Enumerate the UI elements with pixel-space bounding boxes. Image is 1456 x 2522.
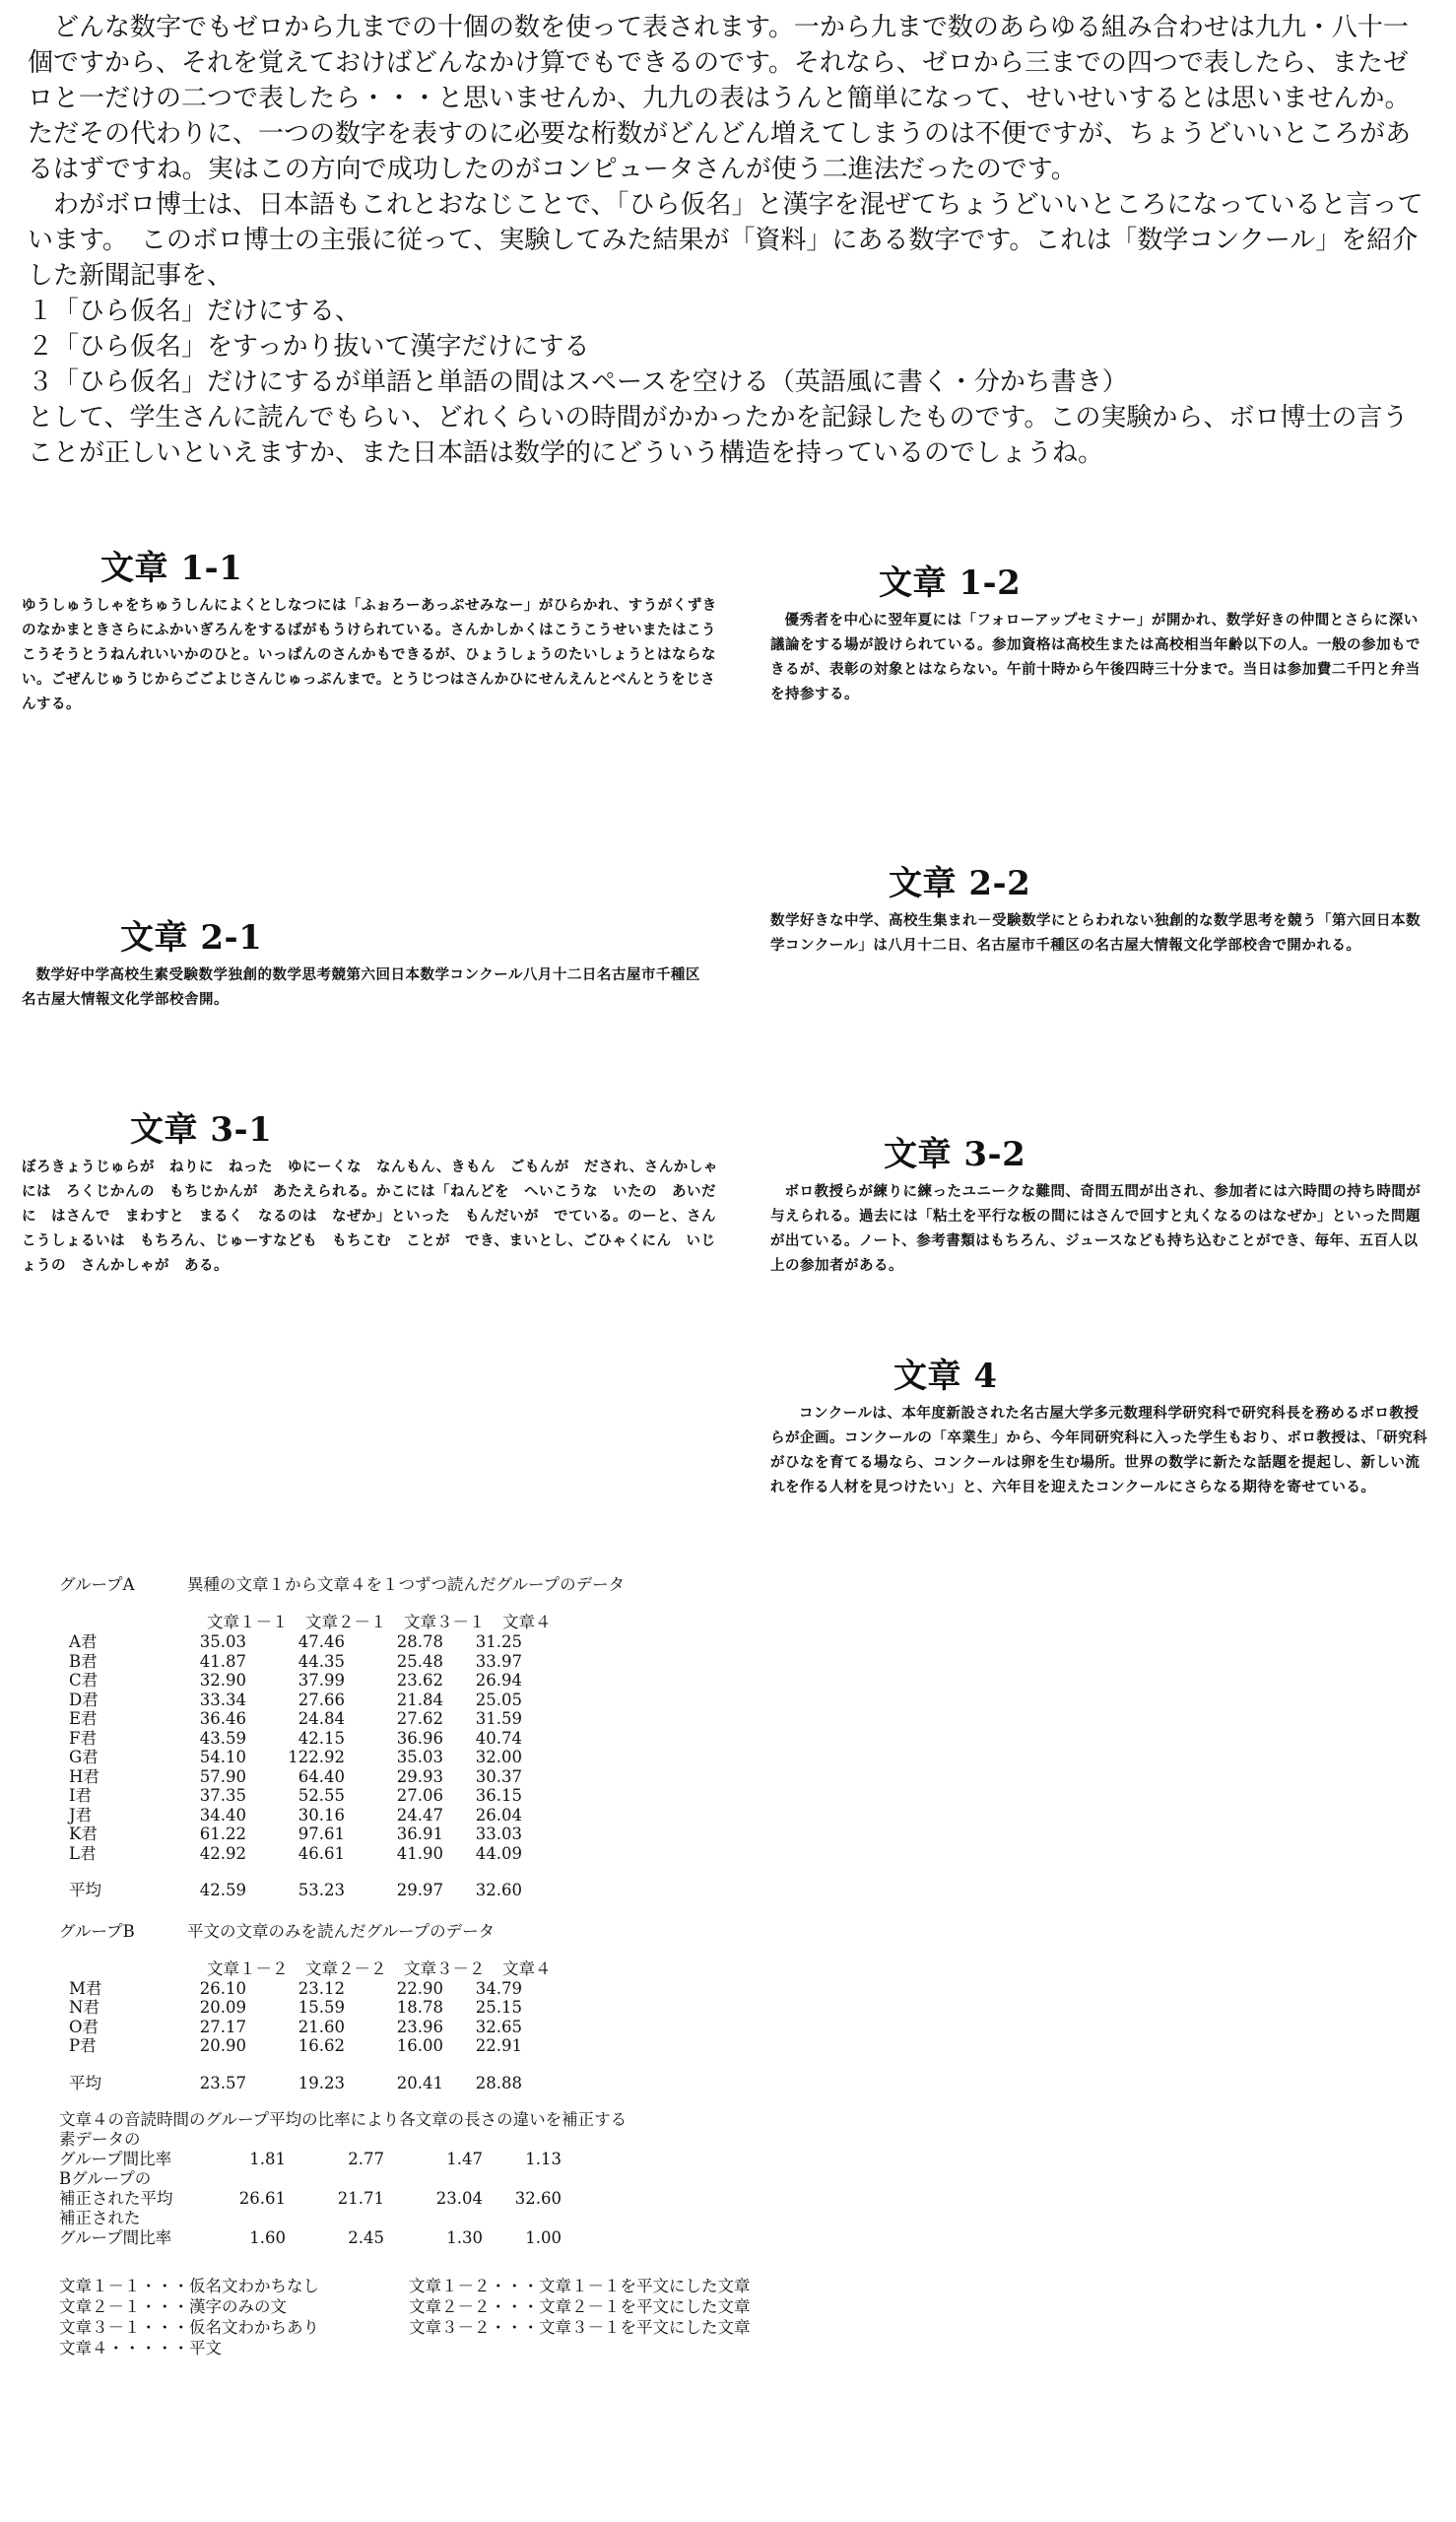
group-a-row-name: H君 (69, 1766, 99, 1786)
group-a-cell: 24.84 (298, 1709, 345, 1728)
text-1-2 (770, 562, 1430, 707)
group-a-label: グループA (59, 1575, 135, 1594)
adjustment-section (59, 2110, 847, 2248)
group-a-cell: 36.96 (396, 1728, 443, 1748)
legend-item: 文章１－１・・・仮名文わかちなし (59, 2277, 319, 2295)
group-b-cell: 27.17 (199, 2017, 246, 2036)
group-a-cell: 29.93 (396, 1766, 443, 1786)
intro-text (28, 10, 1426, 471)
text-2-1 (22, 916, 701, 1013)
legend (59, 2276, 847, 2358)
group-b-average-cell: 20.41 (396, 2073, 443, 2092)
legend-item: 文章４・・・・・平文 (59, 2339, 222, 2357)
legend-item: 文章３－２・・・文章３－１を平文にした文章 (409, 2318, 751, 2337)
group-a-table (59, 1632, 847, 1863)
adjust-value: 26.61 (238, 2189, 286, 2208)
group-a-cell: 57.90 (199, 1766, 246, 1786)
adjust-value: 1.47 (446, 2150, 483, 2168)
text-2-1-body: 数学好中学高校生素受験数学独創的数学思考競第六回日本数学コンクール八月十二日名古屋市千種区名古屋大情報文化学部校舎開。 (22, 967, 700, 1008)
adjust-row-2 (59, 2189, 847, 2209)
text-3-1-body: ぼろきょうじゅらが ねりに ねった ゆにーくな なんもん、きもん ごもんが だされ、さんかしゃには ろくじかんの もちじかんが あたえられる。かこには「ねんどを へいこうな いたの あいだに はさんで まわすと まるく なるのは なぜか」といった もんだいが でている。のーと、さんこうしょるいは もちろん、じゅーすなども もちこむ ことが でき、まいとし、ごひゃくにん いじょうの さんかしゃが ある。 (22, 1160, 718, 1274)
adjust-value: 1.00 (525, 2228, 562, 2247)
group-a-cell: 35.03 (396, 1748, 443, 1766)
group-a-cell: 52.55 (298, 1786, 345, 1805)
group-a-row-name: G君 (69, 1748, 99, 1766)
group-b-cell: 26.10 (199, 1978, 246, 1998)
group-a-cell: 33.34 (199, 1690, 246, 1709)
group-a-cell: 64.40 (298, 1766, 345, 1786)
group-b-average (59, 2074, 847, 2093)
adjust-row-1 (59, 2150, 847, 2169)
legend-item: 文章１－２・・・文章１－１を平文にした文章 (409, 2277, 751, 2295)
intro-list-item-1: １「ひら仮名」だけにする、 (28, 297, 362, 326)
group-a-row-name: B君 (69, 1651, 98, 1671)
text-4-body: コンクールは、本年度新設された名古屋大学多元数理科学研究科で研究科長を務めるボロ教授らが企画。コンクールの「卒業生」から、今年同研究科に入った学生もおり、ボロ教授は、「研究科がひなを育てる場なら、コンクールは卵を生む場所。世界の数学に新たな話題を提起し、新しい流れを作る人材を見つけたい」と、六年目を迎えたコンクールにさらなる期待を寄せている。 (770, 1406, 1428, 1495)
group-b-description: 平文の文章のみを読んだグループのデータ (187, 1921, 496, 1941)
adjust-value: 1.60 (249, 2228, 286, 2247)
adjust-value: 1.13 (525, 2150, 562, 2168)
group-a-cell: 47.46 (298, 1632, 345, 1651)
group-a-row-name: L君 (69, 1843, 97, 1863)
text-2-2-body: 数学好きな中学、高校生集まれ－受験数学にとらわれない独創的な数学思考を競う「第六回日本数学コンクール」は八月十二日、名古屋市千種区の名古屋大情報文化学部校舎で開かれる。 (770, 913, 1421, 954)
group-b-average-cell: 19.23 (298, 2073, 345, 2092)
group-a-cell: 21.84 (396, 1690, 443, 1709)
group-a-header: 文章１－１ (207, 1613, 289, 1631)
text-1-2-title: 文章 1-2 (879, 564, 1022, 603)
group-a-header: 文章３－１ (404, 1613, 486, 1631)
group-b-label: グループB (59, 1921, 135, 1941)
text-3-2 (770, 1133, 1430, 1279)
adjust-value: 23.04 (435, 2189, 483, 2208)
adjust-value: 2.77 (348, 2150, 384, 2168)
adjust-value: 21.71 (337, 2189, 384, 2208)
group-a-cell: 25.05 (475, 1690, 522, 1709)
group-a-cell: 31.59 (475, 1709, 522, 1728)
group-a-row-name: D君 (69, 1690, 99, 1709)
group-a-cell: 30.16 (298, 1805, 345, 1825)
group-a-cell: 37.99 (298, 1671, 345, 1690)
adjust-row-3-label-b: グループ間比率 (59, 2228, 172, 2247)
group-a-cell: 44.35 (298, 1651, 345, 1671)
group-b-cell: 16.62 (298, 2036, 345, 2055)
group-b-average-cell: 23.57 (199, 2073, 246, 2092)
group-b-header: 文章４ (502, 1958, 552, 1978)
group-a-cell: 33.97 (475, 1651, 522, 1671)
group-b-cell: 25.15 (475, 1998, 522, 2017)
group-a-cell: 35.03 (199, 1632, 246, 1651)
group-b-header-row (59, 1959, 847, 1979)
text-3-1 (22, 1108, 721, 1279)
adjust-value: 1.30 (446, 2228, 483, 2247)
group-a-average (59, 1881, 847, 1900)
adjust-row-3 (59, 2228, 847, 2248)
group-a-cell: 27.66 (298, 1690, 345, 1709)
group-b-cell: 21.60 (298, 2017, 345, 2036)
group-a-cell: 41.87 (199, 1651, 246, 1671)
group-b-cell: 18.78 (396, 1998, 443, 2017)
group-a-header: 文章４ (502, 1613, 552, 1631)
adjust-value: 32.60 (514, 2189, 562, 2208)
group-a-average-cell: 53.23 (298, 1881, 345, 1899)
legend-item: 文章３－１・・・仮名文わかちあり (59, 2318, 319, 2337)
group-a-cell: 43.59 (199, 1728, 246, 1748)
group-b-average-row-name: 平均 (69, 2073, 101, 2092)
intro-list-item-2: ２「ひら仮名」をすっかり抜いて漢字だけにする (28, 332, 590, 362)
group-b-row-name: M君 (69, 1978, 102, 1998)
group-a-cell: 54.10 (199, 1748, 246, 1766)
group-a-cell: 30.37 (475, 1766, 522, 1786)
group-b-header: 文章１－２ (207, 1958, 289, 1978)
group-a-cell: 33.03 (475, 1825, 522, 1843)
group-b-cell: 23.96 (396, 2017, 443, 2036)
group-a-cell: 28.78 (396, 1632, 443, 1651)
text-3-2-body: ボロ教授らが練りに練ったユニークな難問、奇問五問が出され、参加者には六時間の持ち時間が与えられる。過去には「粘土を平行な板の間にはさんで回すと丸くなるのはなぜか」といった問題が出ている。ノート、参考書類はもちろん、ジュースなども持ち込むことができ、毎年、五百人以上の参加者がある。 (770, 1184, 1422, 1274)
group-a-cell: 32.00 (475, 1748, 522, 1766)
adjust-value: 2.45 (348, 2228, 384, 2247)
group-b-cell: 20.90 (199, 2036, 246, 2055)
group-b-cell: 32.65 (475, 2017, 522, 2036)
group-b-row-name: O君 (69, 2017, 99, 2036)
group-a-cell: 122.92 (288, 1748, 345, 1766)
text-4 (770, 1355, 1430, 1500)
adjust-row-3-label-a: 補正された (59, 2209, 141, 2227)
group-a-cell: 27.62 (396, 1709, 443, 1728)
group-a-cell: 31.25 (475, 1632, 522, 1651)
group-a-cell: 27.06 (396, 1786, 443, 1805)
text-3-1-title: 文章 3-1 (130, 1110, 273, 1150)
group-b-cell: 23.12 (298, 1978, 345, 1998)
group-a-cell: 42.92 (199, 1843, 246, 1863)
group-b-header: 文章２－２ (305, 1958, 387, 1978)
group-a-header: 文章２－１ (305, 1613, 387, 1631)
group-a-row-name: C君 (69, 1671, 99, 1690)
group-a-row-name: A君 (69, 1632, 98, 1651)
group-b-cell: 15.59 (298, 1998, 345, 2017)
group-b-header: 文章３－２ (404, 1958, 486, 1978)
adjust-row-2-label-a: Bグループの (59, 2169, 152, 2188)
group-a-cell: 42.15 (298, 1728, 345, 1748)
group-b-heading (59, 1918, 847, 1942)
group-a-header-row (59, 1613, 847, 1632)
group-a-average-cell: 42.59 (199, 1881, 246, 1899)
group-a-cell: 36.46 (199, 1709, 246, 1728)
text-2-2-title: 文章 2-2 (889, 864, 1031, 903)
legend-item: 文章２－１・・・漢字のみの文 (59, 2297, 287, 2316)
group-a-cell: 32.90 (199, 1671, 246, 1690)
group-a-row-name: E君 (69, 1709, 98, 1728)
group-a-cell: 36.91 (396, 1825, 443, 1843)
intro-paragraph-2: わがボロ博士は、日本語もこれとおなじことで、「ひら仮名」と漢字を混ぜてちょうどいいところになっていると言っています。 このボロ博士の主張に従って、実験してみた結果が「資料」にある数字です。これは「数学コンクール」を紹介した新聞記事を、 (28, 190, 1423, 291)
group-a-cell: 26.04 (475, 1805, 522, 1825)
intro-paragraph-1: どんな数字でもゼロから九までの十個の数を使って表されます。一から九まで数のあらゆる組み合わせは九九・八十一個ですから、それを覚えておけばどんなかけ算でもできるのです。それなら、ゼロから三までの四つで表したら、またゼロと一だけの二つで表したら・・・と思いませんか、九九の表はうんと簡単になって、せいせいするとは思いませんか。ただその代わりに、一つの数字を表すのに必要な桁数がどんどん増えてしまうのは不便ですが、ちょうどいいところがあるはずですね。実はこの方向で成功したのがコンピュータさんが使う二進法だったのです。 (28, 13, 1412, 184)
group-a-cell: 37.35 (199, 1786, 246, 1805)
text-1-1-title: 文章 1-1 (100, 549, 243, 588)
group-a-row-name: K君 (69, 1825, 98, 1843)
group-a-cell: 36.15 (475, 1786, 522, 1805)
group-b-cell: 16.00 (396, 2036, 443, 2055)
group-a-description: 異種の文章１から文章４を１つずつ読んだグループのデータ (187, 1575, 626, 1594)
group-b-average-cell: 28.88 (475, 2073, 522, 2092)
text-4-title: 文章 4 (893, 1357, 998, 1396)
group-a-row-name: J君 (69, 1805, 93, 1825)
group-a-row-name: F君 (69, 1728, 97, 1748)
group-a-average-row-name: 平均 (69, 1881, 101, 1899)
text-1-1-body: ゆうしゅうしゃをちゅうしんによくとしなつには「ふぉろーあっぷせみなー」がひらかれ、すうがくずきのなかまときさらにふかいぎろんをするばがもうけられている。さんかしかくはこうこうせいまたはこうこうそうとうねんれいいかのひと。いっぱんのさんかもできるが、ひょうしょうのたいしょうとはならない。ごぜんじゅうじからごごよじさんじゅっぷんまで。とうじつはさんかひにせんえんとべんとうをじさんする。 (22, 598, 717, 712)
group-b-table (59, 1979, 847, 2056)
group-b-row-name: N君 (69, 1998, 99, 2017)
group-a-average-cell: 29.97 (396, 1881, 443, 1899)
adjust-value: 1.81 (249, 2150, 286, 2168)
group-a-cell: 40.74 (475, 1728, 522, 1748)
group-a-cell: 25.48 (396, 1651, 443, 1671)
data-tables (59, 1571, 847, 2358)
adjust-row-1-label-b: グループ間比率 (59, 2150, 172, 2168)
group-a-heading (59, 1571, 847, 1595)
group-a-cell: 41.90 (396, 1843, 443, 1863)
text-2-1-title: 文章 2-1 (120, 918, 263, 958)
group-a-cell: 44.09 (475, 1843, 522, 1863)
adjust-row-1-label-a: 素データの (59, 2130, 141, 2149)
group-a-row-name: I君 (69, 1786, 93, 1805)
group-a-cell: 23.62 (396, 1671, 443, 1690)
adjust-row-2-label-b: 補正された平均 (59, 2189, 173, 2208)
intro-paragraph-3: として、学生さんに読んでもらい、どれくらいの時間がかかったかを記録したものです。この実験から、ボロ博士の言うことが正しいといえますか、また日本語は数学的にどういう構造を持っているのでしょうね。 (28, 403, 1409, 468)
intro-list-item-3: ３「ひら仮名」だけにするが単語と単語の間はスペースを空ける（英語風に書く・分かち書き） (28, 367, 1128, 397)
legend-item: 文章２－２・・・文章２－１を平文にした文章 (409, 2297, 751, 2316)
text-2-2 (770, 862, 1430, 959)
group-a-cell: 26.94 (475, 1671, 522, 1690)
group-b-cell: 22.90 (396, 1978, 443, 1998)
group-b-row-name: P君 (69, 2036, 97, 2055)
group-a-average-cell: 32.60 (475, 1881, 522, 1899)
group-b-cell: 34.79 (475, 1978, 522, 1998)
group-a-cell: 34.40 (199, 1805, 246, 1825)
group-a-cell: 97.61 (298, 1825, 345, 1843)
text-1-2-body: 優秀者を中心に翌年夏には「フォローアップセミナー」が開かれ、数学好きの仲間とさらに深い議論をする場が設けられている。参加資格は高校生または高校相当年齢以下の人。一般の参加もできるが、表彰の対象とはならない。午前十時から午後四時三十分まで。当日は参加費二千円と弁当を持参する。 (770, 613, 1421, 702)
group-b-cell: 22.91 (475, 2036, 522, 2055)
group-b-cell: 20.09 (199, 1998, 246, 2017)
text-3-2-title: 文章 3-2 (884, 1135, 1026, 1174)
group-a-cell: 46.61 (298, 1843, 345, 1863)
group-a-cell: 24.47 (396, 1805, 443, 1825)
text-1-1 (22, 547, 721, 717)
adjustment-heading: 文章４の音読時間のグループ平均の比率により各文章の長さの違いを補正する (59, 2110, 628, 2129)
group-a-cell: 61.22 (199, 1825, 246, 1843)
